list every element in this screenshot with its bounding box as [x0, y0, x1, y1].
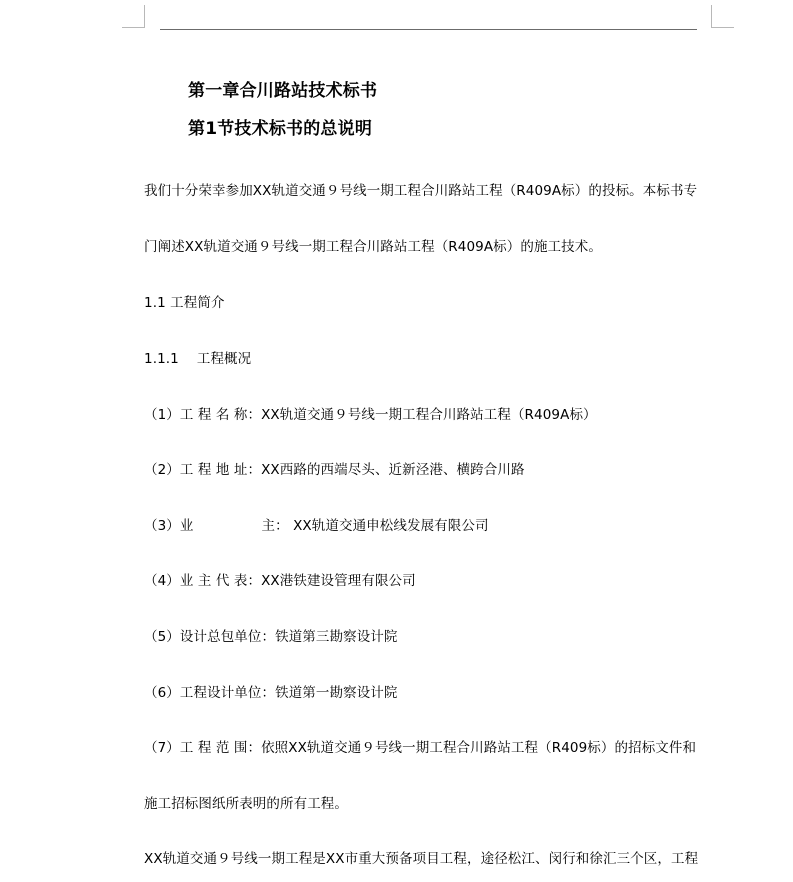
project-address-line: （2）工 程 地 址：XX西路的西端尽头、近新泾港、横跨合川路	[144, 462, 525, 478]
header-rule	[160, 29, 697, 30]
project-owner-line: （3）业 主： XX轨道交通申松线发展有限公司	[144, 518, 489, 534]
engineering-design-unit-line: （6）工程设计单位：铁道第一勘察设计院	[144, 685, 398, 701]
design-general-contractor-line: （5）设计总包单位：铁道第三勘察设计院	[144, 629, 398, 645]
project-name-line: （1）工 程 名 称：XX轨道交通９号线一期工程合川路站工程（R409A标）	[144, 407, 597, 423]
body-line-intro-1: 我们十分荣幸参加XX轨道交通９号线一期工程合川路站工程（R409A标）的投标。本标书专	[144, 183, 698, 199]
crop-mark-top-right	[711, 5, 734, 28]
section-title: 第1节技术标书的总说明	[188, 119, 373, 139]
body-line-intro-2: 门阐述XX轨道交通９号线一期工程合川路站工程（R409A标）的施工技术。	[144, 239, 602, 255]
subsubsection-heading: 1.1.1 工程概况	[144, 351, 252, 367]
project-overview-line: XX轨道交通９号线一期工程是XX市重大预备项目工程，途径松江、闵行和徐汇三个区，工程	[144, 851, 699, 867]
project-scope-line-2: 施工招标图纸所表明的所有工程。	[144, 796, 348, 812]
owner-representative-line: （4）业 主 代 表：XX港铁建设管理有限公司	[144, 573, 416, 589]
chapter-title: 第一章合川路站技术标书	[188, 81, 378, 101]
project-scope-line-1: （7）工 程 范 围：依照XX轨道交通９号线一期工程合川路站工程（R409标）的招标文件和	[144, 740, 697, 756]
subsection-heading: 1.1 工程简介	[144, 295, 225, 311]
crop-mark-top-left	[122, 5, 145, 28]
